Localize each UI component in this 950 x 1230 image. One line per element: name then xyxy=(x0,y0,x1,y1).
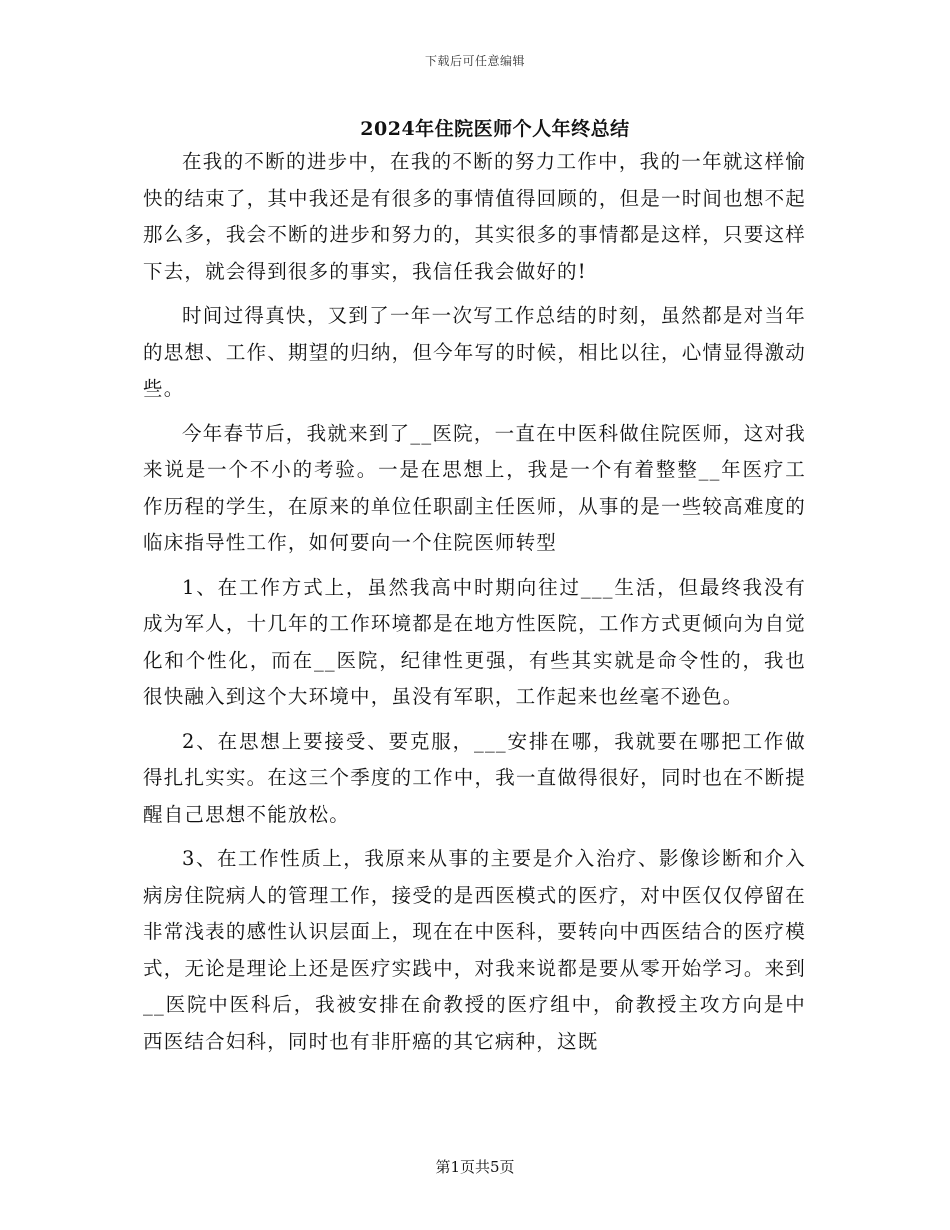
paragraph-4: 1、在工作方式上，虽然我高中时期向往过___生活，但最终我没有成为军人，十几年的工作环境都是在地方性医院，工作方式更倾向为自觉化和个性化，而在__医院，纪律性更强，有些其实就是命令性的，我也很快融入到这个大环境中，虽没有军职，工作起来也丝毫不逊色。 xyxy=(143,575,806,708)
paragraph-5: 2、在思想上要接受、要克服，___安排在哪，我就要在哪把工作做得扎扎实实。在这三个季度的工作中，我一直做得很好，同时也在不断提醒自己思想不能放松。 xyxy=(143,729,806,826)
page-footer: 第1页共5页 xyxy=(435,1158,515,1176)
document-title: 2024年住院医师个人年终总结 xyxy=(360,118,630,140)
document-body xyxy=(143,144,806,1068)
paragraph-6: 3、在工作性质上，我原来从事的主要是介入治疗、影像诊断和介入病房住院病人的管理工作，接受的是西医模式的医疗，对中医仅仅停留在非常浅表的感性认识层面上，现在在中医科，要转向中西医结合的医疗模式，无论是理论上还是医疗实践中，对我来说都是要从零开始学习。来到__医院中医科后，我被安排在俞教授的医疗组中，俞教授主攻方向是中西医结合妇科，同时也有非肝癌的其它病种，这既 xyxy=(143,847,806,1053)
paragraph-2: 时间过得真快，又到了一年一次写工作总结的时刻，虽然都是对当年的思想、工作、期望的归纳，但今年写的时候，相比以往，心情显得激动些。 xyxy=(143,304,806,400)
paragraph-1: 在我的不断的进步中，在我的不断的努力工作中，我的一年就这样愉快的结束了，其中我还是有很多的事情值得回顾的，但是一时间也想不起那么多，我会不断的进步和努力的，其实很多的事情都是这样，只要这样下去，就会得到很多的事实，我信任我会做好的! xyxy=(143,150,806,283)
header-note: 下载后可任意编辑 xyxy=(424,54,525,68)
paragraph-3: 今年春节后，我就来到了__医院，一直在中医科做住院医师，这对我来说是一个不小的考验。一是在思想上，我是一个有着整整__年医疗工作历程的学生，在原来的单位任职副主任医师，从事的是一些较高难度的临床指导性工作，如何要向一个住院医师转型 xyxy=(143,421,806,554)
